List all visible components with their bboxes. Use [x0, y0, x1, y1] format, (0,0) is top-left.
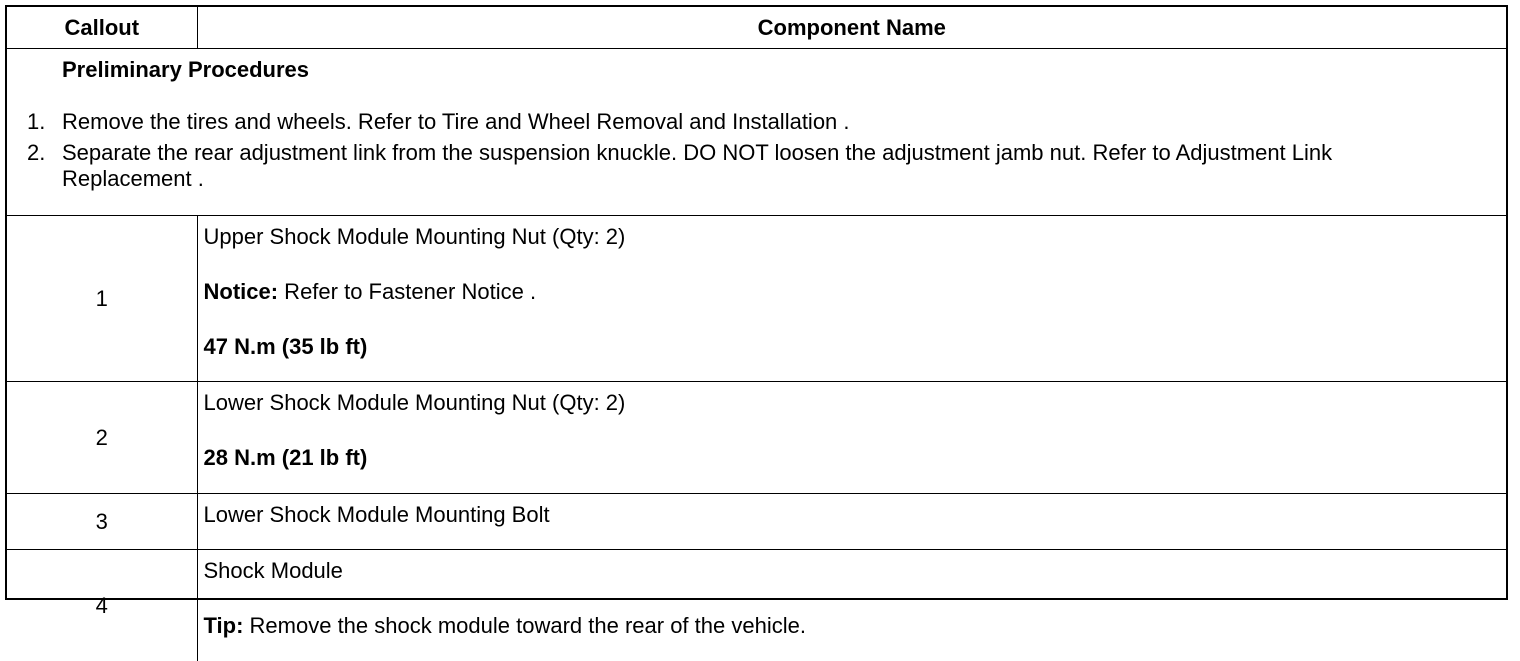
preliminary-steps-list: [7, 109, 1506, 192]
step-text: Separate the rear adjustment link from the suspension knuckle. DO NOT loosen the adjustment jamb nut. Refer to Adjustment Link Replacement .: [62, 140, 1332, 191]
table-row: [7, 494, 1506, 550]
tip-text: Remove the shock module toward the rear of the vehicle.: [243, 613, 806, 638]
preliminary-procedures-cell: [7, 49, 1506, 216]
table-row: [7, 216, 1506, 382]
callout-cell: 3: [7, 494, 197, 550]
table-row: [7, 550, 1506, 661]
component-name: Lower Shock Module Mounting Nut (Qty: 2): [204, 390, 1499, 416]
notice-label: Notice:: [204, 279, 279, 304]
tip-label: Tip:: [204, 613, 244, 638]
step-text: Remove the tires and wheels. Refer to Tire and Wheel Removal and Installation .: [62, 109, 850, 134]
procedure-table: [7, 7, 1506, 661]
component-name-header: Component Name: [197, 7, 1506, 49]
tip-line: [204, 613, 1499, 639]
procedure-table-frame: [5, 5, 1508, 600]
callout-header: Callout: [7, 7, 197, 49]
component-name: Shock Module: [204, 558, 1499, 584]
preliminary-row: [7, 49, 1506, 216]
step-number: 1.: [27, 109, 45, 135]
notice-line: [204, 279, 1499, 305]
component-name: Lower Shock Module Mounting Bolt: [204, 502, 1499, 528]
torque-spec: 47 N.m (35 lb ft): [204, 334, 1499, 360]
component-cell: [197, 216, 1506, 382]
preliminary-procedures-title: Preliminary Procedures: [62, 57, 1506, 85]
component-name: Upper Shock Module Mounting Nut (Qty: 2): [204, 224, 1499, 250]
callout-cell: 2: [7, 382, 197, 494]
list-item: [7, 109, 1506, 135]
torque-spec: 28 N.m (21 lb ft): [204, 445, 1499, 471]
list-item: [7, 140, 1506, 192]
component-cell: [197, 382, 1506, 494]
callout-cell: 4: [7, 550, 197, 661]
step-number: 2.: [27, 140, 45, 166]
header-row: [7, 7, 1506, 49]
callout-cell: 1: [7, 216, 197, 382]
notice-text: Refer to Fastener Notice .: [278, 279, 536, 304]
component-cell: [197, 550, 1506, 661]
component-cell: [197, 494, 1506, 550]
table-row: [7, 382, 1506, 494]
